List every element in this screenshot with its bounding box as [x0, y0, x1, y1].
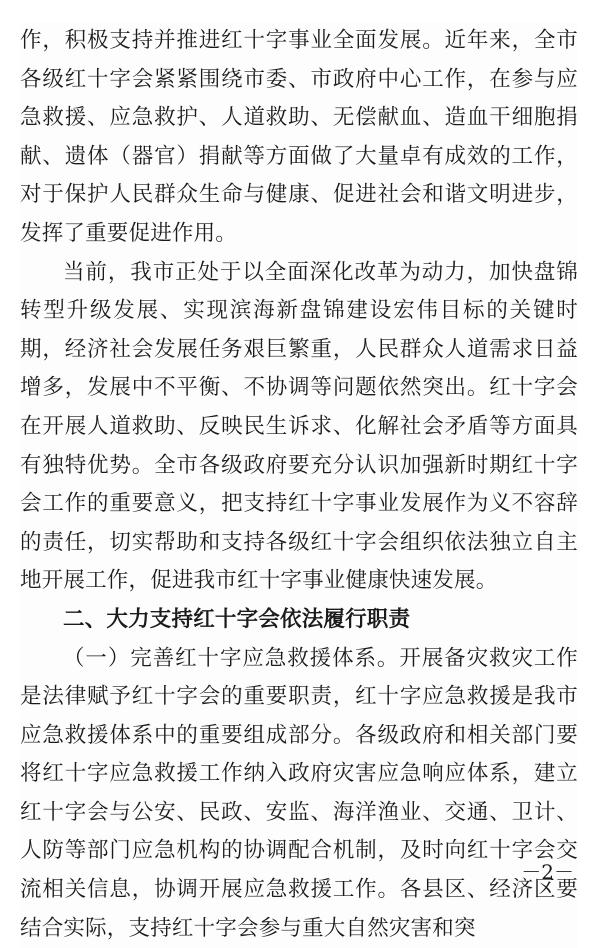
section-heading: 二、大力支持红十字会依法履行职责: [20, 601, 578, 640]
page-number: －2－: [521, 856, 574, 885]
paragraph-emergency-rescue: （一）完善红十字应急救援体系。开展备灾救灾工作是法律赋予红十字会的重要职责，红十字应急救援是我市应急救援体系中的重要组成部分。各级政府和相关部门要将红十字应急救援工作纳入政府灾害应急响应体系，建立红十字会与公安、民政、安监、海洋渔业、交通、卫计、人防等部门应急机构的协调配合机制，及时向红十字会交流相关信息，协调开展应急救援工作。各县区、经济区要结合实际，支持红十字会参与重大自然灾害和突: [20, 640, 578, 948]
document-page: [20, 22, 578, 948]
paragraph-current-situation: 当前，我市正处于以全面深化改革为动力，加快盘锦转型升级发展、实现滨海新盘锦建设宏伟目标的关键时期，经济社会发展任务艰巨繁重，人民群众人道需求日益增多，发展中不平衡、不协调等问题依然突出。红十字会在开展人道救助、反映民生诉求、化解社会矛盾等方面具有独特优势。全市各级政府要充分认识加强新时期红十字会工作的重要意义，把支持红十字事业发展作为义不容辞的责任，切实帮助和支持各级红十字会组织依法独立自主地开展工作，促进我市红十字事业健康快速发展。: [20, 254, 578, 601]
paragraph-continued: 作，积极支持并推进红十字事业全面发展。近年来，全市各级红十字会紧紧围绕市委、市政府中心工作，在参与应急救援、应急救护、人道救助、无偿献血、造血干细胞捐献、遗体（器官）捐献等方面做了大量卓有成效的工作，对于保护人民群众生命与健康、促进社会和谐文明进步，发挥了重要促进作用。: [20, 22, 578, 254]
